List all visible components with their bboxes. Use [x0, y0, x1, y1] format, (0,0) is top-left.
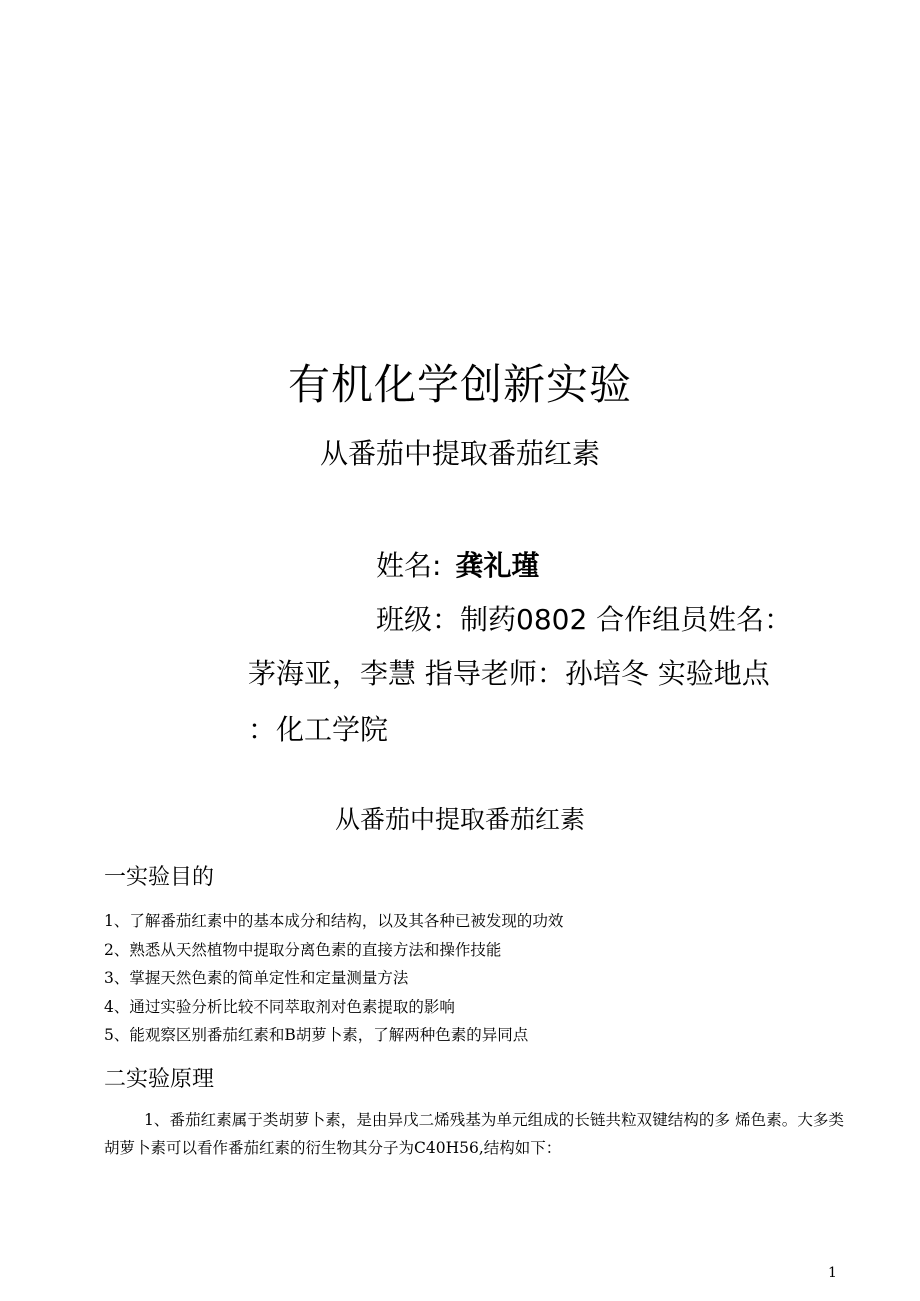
list-item: 5、能观察区别番茄红素和B胡萝卜素，了解两种色素的异同点	[104, 1026, 529, 1044]
page-number: 1	[828, 1265, 837, 1281]
list-item: 1、了解番茄红素中的基本成分和结构，以及其各种已被发现的功效	[104, 912, 564, 930]
section-heading-objectives: 一实验目的	[104, 865, 215, 890]
principle-paragraph: 1、番茄红素属于类胡萝卜素，是由异戊二烯残基为单元组成的长链共粒双键结构的多 烯色素。大多类胡萝卜素可以看作番茄红素的衍生物其分子为C40H56,结构如下：	[104, 1111, 844, 1157]
name-label: 姓名:	[376, 549, 442, 582]
student-name-line	[376, 544, 539, 584]
article-title: 从番茄中提取番茄红素	[334, 805, 585, 834]
report-subtitle: 从番茄中提取番茄红素	[319, 437, 600, 470]
list-item: 4、通过实验分析比较不同萃取剂对色素提取的影响	[104, 997, 455, 1016]
name-value: 龚礼瑾	[455, 549, 540, 582]
class-line: 班级：制药0802 合作组员姓名：	[376, 603, 793, 636]
report-title: 有机化学创新实验	[287, 360, 632, 409]
list-item: 3、掌握天然色素的简单定性和定量测量方法	[104, 969, 409, 987]
list-item: 2、熟悉从天然植物中提取分离色素的直接方法和操作技能	[104, 940, 502, 959]
section-heading-principle: 二实验原理	[104, 1067, 215, 1092]
objectives-list	[104, 907, 563, 1050]
location-line: ：化工学院	[248, 713, 389, 746]
members-line: 茅海亚，李慧 指导老师：孙培冬 实验地点	[248, 657, 770, 690]
